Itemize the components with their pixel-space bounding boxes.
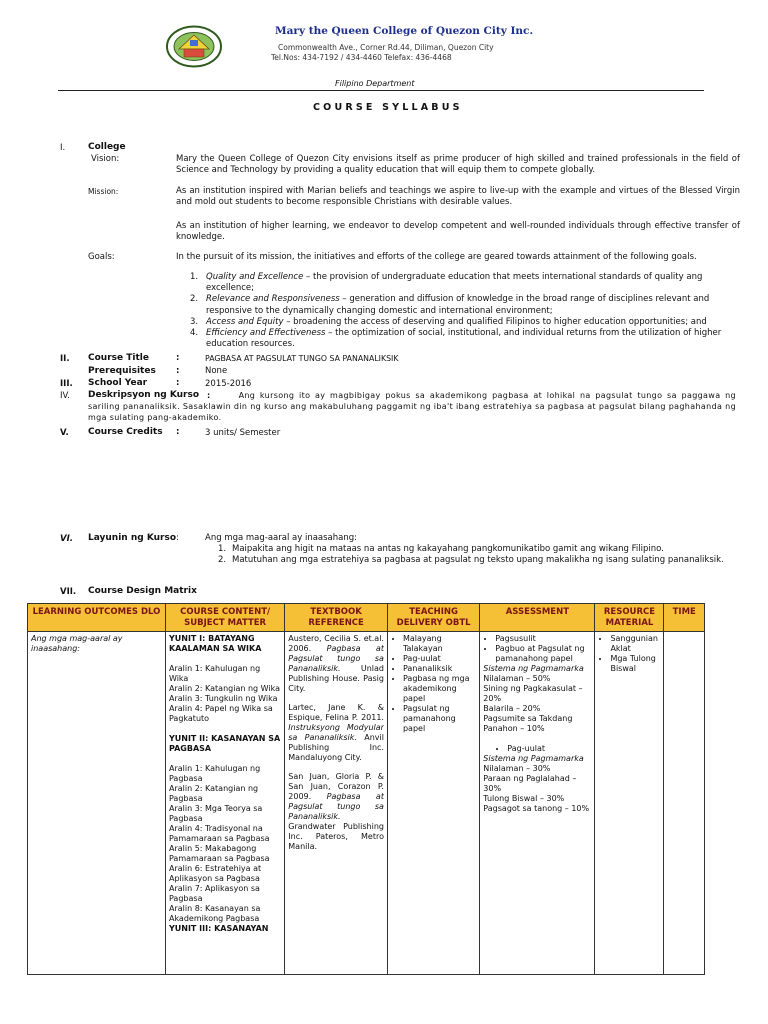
goal-term: Quality and Excellence bbox=[206, 272, 304, 282]
lesson-item: Aralin 4: Papel ng Wika sa Pagkatuto bbox=[168, 704, 273, 724]
objectives-colon: : bbox=[176, 533, 179, 543]
goal-item bbox=[190, 294, 740, 316]
header-learning-outcomes: LEARNING OUTCOMES DLO bbox=[28, 604, 166, 632]
course-title-colon: : bbox=[176, 353, 180, 363]
lesson-item: Aralin 4: Tradisyonal na Pamamaraan sa Pagbasa bbox=[168, 824, 270, 844]
assessment-cell bbox=[480, 632, 595, 975]
assessment-list bbox=[483, 744, 591, 754]
resource-item: • Sanggunian Aklat bbox=[610, 634, 660, 654]
spacer bbox=[483, 734, 591, 744]
assessment-content bbox=[483, 634, 591, 972]
matrix-label: Course Design Matrix bbox=[88, 586, 197, 596]
grading-criterion: Nilalaman – 50% bbox=[483, 674, 551, 684]
time-cell bbox=[664, 632, 705, 975]
mission-text-1: As an institution inspired with Marian beliefs and teachings we aspire to live-up with the example and virtues of the Blessed Virgin and mold out students to become responsible Christians with desirable values. bbox=[176, 186, 740, 208]
reference-author: San Juan, Gloria P. & San Juan, Corazon P. 2009. bbox=[288, 772, 384, 802]
goal-term: Efficiency and Effectiveness bbox=[206, 328, 326, 339]
goal-term: Relevance and Responsiveness bbox=[206, 294, 340, 305]
header-time: TIME bbox=[664, 604, 705, 632]
lesson-item: Aralin 2: Katangian ng Pagbasa bbox=[168, 784, 259, 804]
course-credits-label: Course Credits bbox=[88, 427, 163, 437]
lesson-item: Aralin 2: Katangian ng Wika bbox=[168, 684, 280, 694]
goals-label: Goals: bbox=[88, 252, 115, 262]
section-number-1: I. bbox=[60, 143, 66, 153]
department-name: Filipino Department bbox=[335, 79, 415, 88]
goal-item bbox=[190, 328, 740, 350]
lesson-item: Aralin 1: Kahulugan ng Wika bbox=[168, 664, 261, 684]
college-logo bbox=[165, 25, 223, 68]
delivery-item: • Malayang Talakayan bbox=[403, 634, 476, 654]
header-course-content: COURSE CONTENT/ SUBJECT MATTER bbox=[165, 604, 284, 632]
grading-criterion: Paraan ng Paglalahad – 30% bbox=[483, 774, 577, 794]
lesson-item: Aralin 6: Estratehiya at Aplikasyon sa Pagbasa bbox=[168, 864, 262, 884]
grading-criterion: Balarila – 20% bbox=[483, 704, 541, 714]
school-address: Commonwealth Ave., Corner Rd.44, Diliman, Quezon City bbox=[278, 43, 494, 52]
grading-criterion: Pagsagot sa tanong – 10% bbox=[483, 804, 590, 814]
objectives-label: Layunin ng Kurso bbox=[88, 533, 177, 543]
reference-publisher: Anvil Publishing Inc. Mandaluyong City. bbox=[288, 733, 384, 763]
vision-label: Vision: bbox=[91, 154, 120, 164]
description-colon: : bbox=[207, 391, 211, 400]
goal-term: Access and Equity bbox=[206, 316, 284, 327]
description-text bbox=[88, 391, 736, 423]
goals-list bbox=[190, 272, 740, 351]
resource-cell bbox=[595, 632, 664, 975]
goal-number: 3. bbox=[190, 316, 199, 327]
dlo-cell bbox=[28, 632, 166, 975]
grading-criterion: Sining ng Pagkakasulat – 20% bbox=[483, 684, 583, 704]
goals-intro: In the pursuit of its mission, the initiatives and efforts of the college are geared towards attainment of the following goals. bbox=[176, 252, 697, 262]
reference-list bbox=[288, 634, 384, 972]
dlo-text: Ang mga mag-aaral ay inaasahang: bbox=[31, 634, 123, 654]
reference-entry bbox=[288, 772, 384, 852]
header-textbook-reference: TEXTBOOK REFERENCE bbox=[285, 604, 388, 632]
lesson-item: Aralin 1: Kahulugan ng Pagbasa bbox=[168, 764, 261, 784]
delivery-item: • Pagsulat ng pamanahong papel bbox=[403, 704, 476, 734]
goal-item bbox=[190, 272, 740, 294]
section-number-6: VI. bbox=[60, 534, 73, 544]
unit-heading: YUNIT I: BATAYANG KAALAMAN SA WIKA bbox=[168, 634, 262, 654]
reference-publisher: Grandwater Publishing Inc. Pateros, Metro Manila. bbox=[288, 822, 384, 852]
school-year-label: School Year bbox=[88, 378, 148, 388]
objectives-list bbox=[218, 544, 738, 566]
goal-text: – broadening the access of deserving and qualified Filipinos to higher education opportunities; and bbox=[283, 316, 707, 327]
header-teaching-delivery: TEACHING DELIVERY OBTL bbox=[387, 604, 479, 632]
course-credits-value: 3 units/ Semester bbox=[205, 428, 281, 438]
delivery-item: • Pananaliksik bbox=[403, 664, 476, 674]
unit-heading: YUNIT II: KASANAYAN SA PAGBASA bbox=[168, 734, 281, 754]
school-name: Mary the Queen College of Quezon City Inc. bbox=[275, 25, 534, 37]
document-title: COURSE SYLLABUS bbox=[313, 102, 463, 113]
goal-number: 1. bbox=[190, 272, 199, 282]
section-number-3: III. bbox=[60, 379, 73, 389]
objective-item bbox=[218, 555, 738, 566]
mission-text-2: As an institution of higher learning, we endeavor to develop competent and well-rounded individuals through effective transfer of knowledge. bbox=[176, 221, 740, 243]
section-number-2: II. bbox=[60, 354, 70, 364]
course-title-value: PAGBASA AT PAGSULAT TUNGO SA PANANALIKSIK bbox=[205, 354, 399, 363]
section-number-7: VII. bbox=[60, 587, 77, 597]
grading-criterion: Nilalaman – 30% bbox=[483, 764, 551, 774]
matrix-row bbox=[28, 632, 705, 975]
resource-item: • Mga Tulong Biswal bbox=[610, 654, 660, 674]
prerequisites-label: Prerequisites bbox=[88, 366, 156, 376]
description-value: Ang kursong ito ay magbibigay pokus sa akademikong pagbasa at lohikal na pagsulat tungo sa paggawa ng sariling pananaliksik. Sasaklawin din ng kurso ang makabuluhang paggamit ng iba't ibang estratehiya sa pagbasa at pagsulat bilang paghahanda ng mga sulating pang-akademiko. bbox=[88, 391, 736, 422]
assessment-item: • Pagbuo at Pagsulat ng pamanahong papel bbox=[495, 644, 591, 664]
assessment-list bbox=[483, 634, 591, 664]
course-title-label: Course Title bbox=[88, 353, 149, 363]
lesson-item bbox=[169, 724, 281, 734]
prerequisites-value: None bbox=[205, 366, 228, 376]
objectives-intro: Ang mga mag-aaral ay inaasahang: bbox=[205, 533, 358, 543]
grading-system-title: Sistema ng Pagmamarka bbox=[483, 664, 584, 674]
lesson-item: Aralin 3: Mga Teorya sa Pagbasa bbox=[168, 804, 263, 824]
reference-title: Instruksyong Modyular sa Pananaliksik. bbox=[288, 723, 384, 743]
lesson-item: Aralin 5: Makabagong Pamamaraan sa Pagbasa bbox=[168, 844, 270, 864]
delivery-cell bbox=[387, 632, 479, 975]
assessment-item: • Pagsusulit bbox=[495, 634, 591, 644]
delivery-item: • Pagbasa ng mga akademikong papel bbox=[403, 674, 476, 704]
delivery-list bbox=[391, 634, 476, 734]
section-college-label: College bbox=[88, 142, 126, 152]
goal-text: – the optimization of social, institutional, and individual returns from the utilization of higher education resources. bbox=[206, 328, 722, 350]
header-resource-material: RESOURCE MATERIAL bbox=[595, 604, 664, 632]
course-credits-colon: : bbox=[176, 427, 180, 437]
content-list bbox=[169, 634, 281, 972]
lesson-item bbox=[169, 654, 281, 664]
grading-system-title: Sistema ng Pagmamarka bbox=[483, 754, 584, 764]
resource-list bbox=[598, 634, 660, 674]
section-number-4: IV. bbox=[60, 391, 70, 401]
vision-text: Mary the Queen College of Quezon City envisions itself as prime producer of high skilled and trained professionals in the field of Science and Technology by providing a quality education that will equip them to compete globally. bbox=[176, 154, 740, 176]
reference-entry bbox=[288, 703, 384, 763]
objective-text: Maipakita ang higit na mataas na antas ng kakayahang pangkomunikatibo gamit ang wikang Filipino. bbox=[232, 544, 664, 554]
lesson-item: Aralin 8: Kasanayan sa Akademikong Pagbasa bbox=[168, 904, 261, 924]
reference-author: Lartec, Jane K. & Espique, Felina P. 2011. bbox=[288, 703, 384, 723]
grading-criterion: Pagsumite sa Takdang Panahon – 10% bbox=[483, 714, 573, 734]
matrix-header-row bbox=[28, 604, 705, 632]
reference-cell bbox=[285, 632, 388, 975]
goal-text: – generation and diffusion of knowledge in the broad range of disciplines relevant and responsive to the dynamically changing domestic and international environment; bbox=[206, 294, 710, 316]
unit-heading: YUNIT III: KASANAYAN bbox=[168, 924, 269, 934]
goal-number: 2. bbox=[190, 294, 199, 305]
goal-item bbox=[190, 317, 740, 328]
header-divider bbox=[58, 90, 704, 91]
prerequisites-colon: : bbox=[176, 366, 180, 376]
grading-criterion: Tulong Biswal – 30% bbox=[483, 794, 565, 804]
lesson-item: Aralin 7: Aplikasyon sa Pagbasa bbox=[168, 884, 260, 904]
goal-text: – the provision of undergraduate education that meets international standards of quality ang excellence; bbox=[206, 272, 703, 294]
reference-publisher: Unlad Publishing House. Pasig City. bbox=[288, 664, 384, 694]
section-number-5: V. bbox=[60, 428, 69, 438]
reference-entry bbox=[288, 634, 384, 694]
objective-number: 1. bbox=[218, 544, 227, 554]
time-value bbox=[667, 634, 701, 972]
reference-author: Austero, Cecilia S. et.al. 2006. bbox=[288, 634, 384, 654]
mission-label: Mission: bbox=[88, 187, 119, 196]
lesson-item: Aralin 3: Tungkulin ng Wika bbox=[168, 694, 278, 704]
objective-text: Matutuhan ang mga estratehiya sa pagbasa at pagsulat ng teksto upang makalikha ng isang sulating pananaliksik. bbox=[232, 555, 724, 566]
objective-number: 2. bbox=[218, 555, 227, 566]
school-year-value: 2015-2016 bbox=[205, 379, 252, 389]
delivery-item: • Pag-uulat bbox=[403, 654, 476, 664]
lesson-item bbox=[169, 754, 281, 764]
header-assessment: ASSESSMENT bbox=[480, 604, 595, 632]
reference-title: Pagbasa at Pagsulat tungo sa Pananaliksik. bbox=[288, 644, 384, 674]
content-cell bbox=[165, 632, 284, 975]
assessment-item: • Pag-uulat bbox=[507, 744, 591, 754]
reference-title: Pagbasa at Pagsulat tungo sa Pananaliksik. bbox=[288, 792, 384, 822]
course-design-matrix bbox=[27, 603, 705, 975]
goal-number: 4. bbox=[190, 328, 199, 339]
description-label: Deskripsyon ng Kurso bbox=[88, 390, 200, 400]
objective-item bbox=[218, 544, 738, 555]
school-telephone: Tel.Nos: 434-7192 / 434-4460 Telefax: 436-4468 bbox=[271, 53, 452, 62]
school-year-colon: : bbox=[176, 378, 180, 388]
